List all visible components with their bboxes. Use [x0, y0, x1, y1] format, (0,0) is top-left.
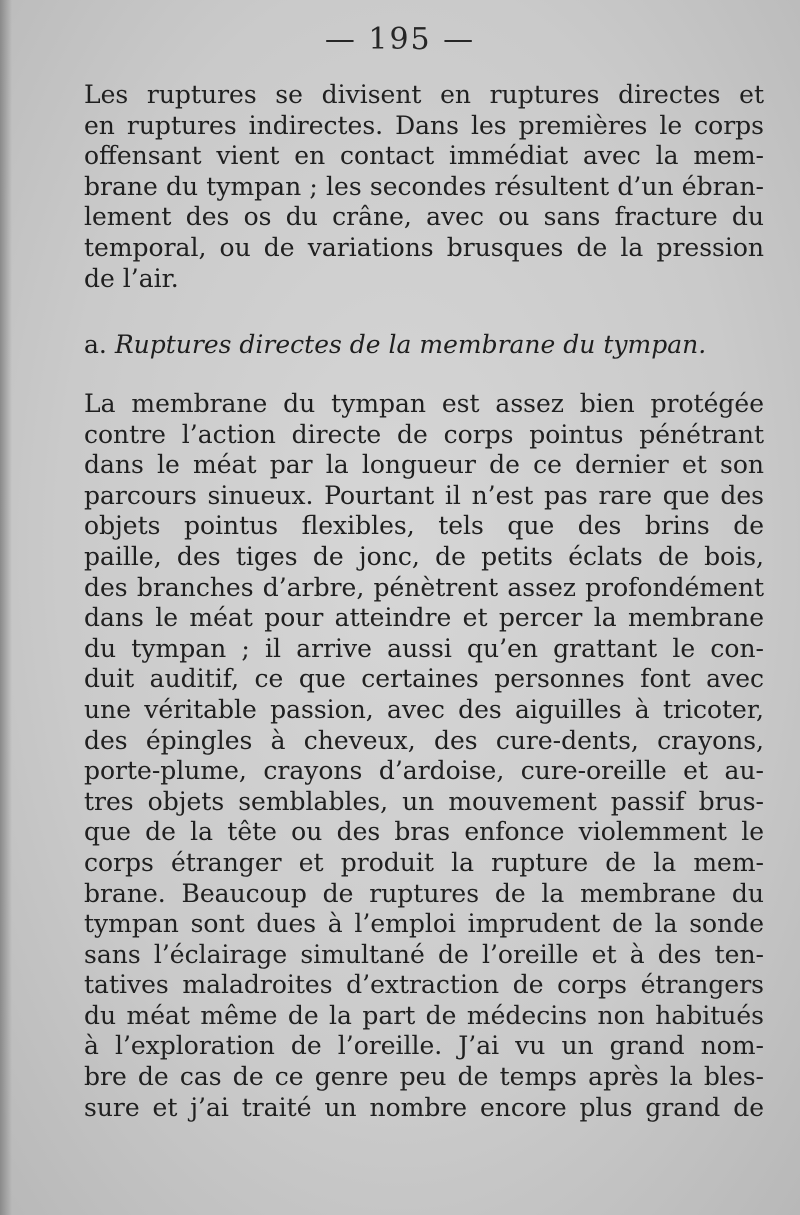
- text-line: brane du tympan ; les secondes résultent d’un ébran-: [84, 171, 764, 201]
- text-line: offensant vient en contact immédiat avec la mem-: [84, 141, 764, 171]
- paragraph-ruptures-intro: [84, 80, 764, 294]
- text-line: de l’air.: [84, 263, 179, 293]
- text-line: tympan sont dues à l’emploi imprudent de la sonde: [84, 909, 764, 939]
- section-heading: [84, 330, 760, 359]
- text-line: tatives maladroites d’extraction de corps étrangers: [84, 970, 764, 1000]
- page-number: — 195 —: [324, 22, 476, 57]
- text-line: objets pointus flexibles, tels que des brins de: [84, 511, 764, 541]
- text-line: du méat même de la part de médecins non habitués: [84, 1000, 764, 1030]
- text-line: paille, des tiges de jonc, de petits éclats de bois,: [84, 541, 764, 571]
- text-line: des épingles à cheveux, des cure-dents, crayons,: [84, 725, 764, 755]
- text-line: sans l’éclairage simultané de l’oreille et à des ten-: [84, 939, 764, 969]
- text-line: La membrane du tympan est assez bien protégée: [84, 389, 764, 418]
- text-line: duit auditif, ce que certaines personnes font avec: [84, 664, 764, 694]
- text-line: dans le méat par la longueur de ce dernier et son: [84, 450, 764, 480]
- text-line: corps étranger et produit la rupture de la mem-: [84, 847, 764, 877]
- text-line: bre de cas de ce genre peu de temps après la bles-: [84, 1062, 764, 1092]
- text-line: contre l’action directe de corps pointus pénétrant: [84, 419, 764, 449]
- text-line: porte-plume, crayons d’ardoise, cure-oreille et au-: [84, 756, 764, 786]
- text-line: une véritable passion, avec des aiguilles à tricoter,: [84, 694, 764, 724]
- paragraph-direct-ruptures: [84, 389, 764, 1123]
- text-line: tres objets semblables, un mouvement passif brus-: [84, 786, 764, 816]
- text-line: en ruptures indirectes. Dans les premières le corps: [84, 110, 764, 140]
- text-line: brane. Beaucoup de ruptures de la membrane du: [84, 878, 764, 908]
- text-line: sure et j’ai traité un nombre encore plus grand de: [84, 1092, 764, 1122]
- section-heading-label: a.: [84, 330, 107, 359]
- text-line: temporal, ou de variations brusques de la pression: [84, 232, 764, 262]
- text-line: des branches d’arbre, pénètrent assez profondément: [84, 572, 764, 602]
- text-line: dans le méat pour atteindre et percer la membrane: [84, 603, 764, 633]
- text-line: parcours sinueux. Pourtant il n’est pas rare que des: [84, 480, 764, 510]
- text-line: lement des os du crâne, avec ou sans fracture du: [84, 202, 764, 232]
- text-line: à l’exploration de l’oreille. J’ai vu un grand nom-: [84, 1031, 764, 1061]
- text-line: du tympan ; il arrive aussi qu’en grattant le con-: [84, 633, 764, 663]
- text-line: que de la tête ou des bras enfonce violemment le: [84, 817, 764, 847]
- text-line: Les ruptures se divisent en ruptures directes et: [84, 80, 764, 109]
- section-heading-title: Ruptures directes de la membrane du tympan.: [114, 330, 707, 359]
